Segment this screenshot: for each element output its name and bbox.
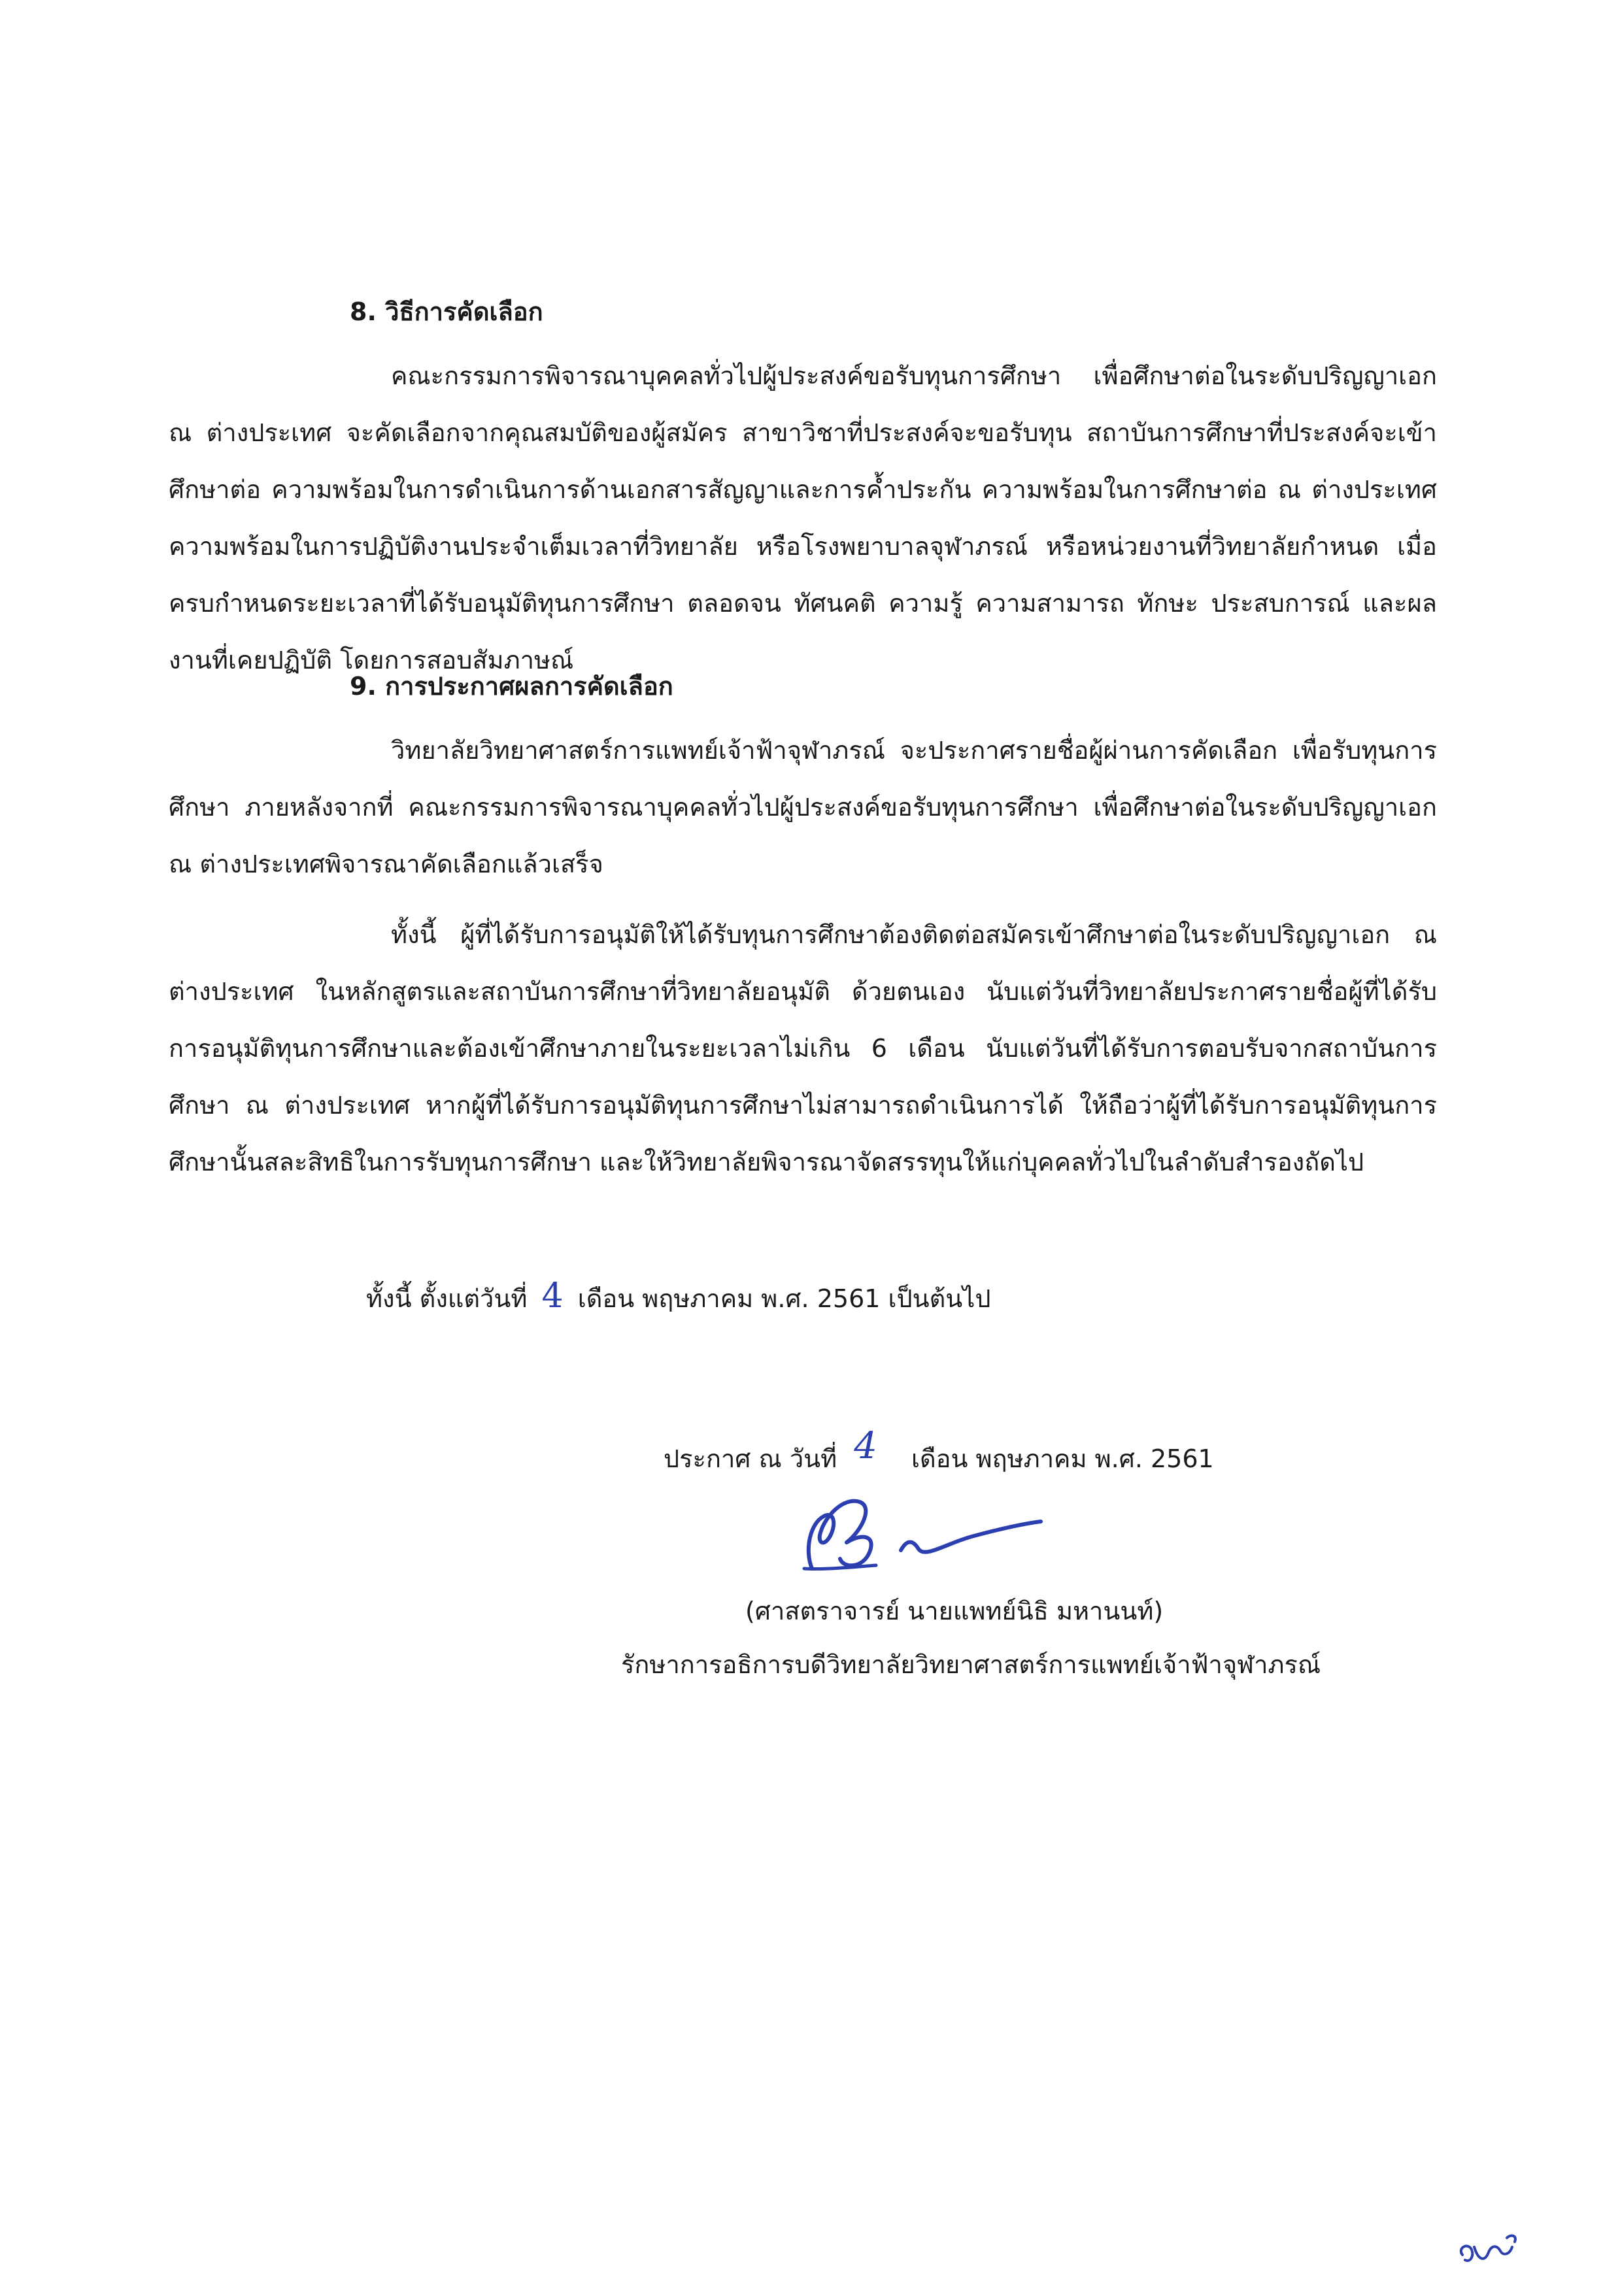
signer-name: (ศาสตราจารย์ นายแพทย์นิธิ มหานนท์) xyxy=(745,1597,1164,1625)
section-8-heading: 8. วิธีการคัดเลือก xyxy=(350,297,543,326)
initials-mark xyxy=(1455,2229,1527,2274)
announcement-date-line xyxy=(664,1425,1214,1475)
effective-date-prefix: ทั้งนี้ ตั้งแต่วันที่ xyxy=(366,1284,528,1313)
section-9-heading: 9. การประกาศผลการคัดเลือก xyxy=(350,672,673,701)
section-9-paragraph-1: วิทยาลัยวิทยาศาสตร์การแพทย์เจ้าฟ้าจุฬาภรณ์ จะประกาศรายชื่อผู้ผ่านการคัดเลือก เพื่อรับทุนการศึกษา ภายหลังจากที่ คณะกรรมการพิจารณาบุคคลทั่วไปผู้ประสงค์ขอรับทุนการศึกษา เพื่อศึกษาต่อในระดับปริญญาเอก ณ ต่างประเทศพิจารณาคัดเลือกแล้วเสร็จ xyxy=(169,736,1437,878)
announcement-date-suffix: เดือน พฤษภาคม พ.ศ. 2561 xyxy=(911,1444,1214,1473)
signature xyxy=(785,1471,1059,1582)
effective-date-line xyxy=(366,1276,991,1316)
effective-date-suffix: เดือน พฤษภาคม พ.ศ. 2561 เป็นต้นไป xyxy=(577,1284,991,1313)
section-8-body: คณะกรรมการพิจารณาบุคคลทั่วไปผู้ประสงค์ขอรับทุนการศึกษา เพื่อศึกษาต่อในระดับปริญญาเอก ณ ต่างประเทศ จะคัดเลือกจากคุณสมบัติของผู้สมัคร สาขาวิชาที่ประสงค์จะขอรับทุน สถาบันการศึกษาที่ประสงค์จะเข้าศึกษาต่อ ความพร้อมในการดำเนินการด้านเอกสารสัญญาและการค้ำประกัน ความพร้อมในการศึกษาต่อ ณ ต่างประเทศ ความพร้อมในการปฏิบัติงานประจำเต็มเวลาที่วิทยาลัย หรือโรงพยาบาลจุฬาภรณ์ หรือหน่วยงานที่วิทยาลัยกำหนด เมื่อครบกำหนดระยะเวลาที่ได้รับอนุมัติทุนการศึกษา ตลอดจน ทัศนคติ ความรู้ ความสามารถ ทักษะ ประสบการณ์ และผลงานที่เคยปฏิบัติ โดยการสอบสัมภาษณ์ xyxy=(169,361,1437,674)
section-9-paragraph-2: ทั้งนี้ ผู้ที่ได้รับการอนุมัติให้ได้รับทุนการศึกษาต้องติดต่อสมัครเข้าศึกษาต่อในระดับปริญญาเอก ณ ต่างประเทศ ในหลักสูตรและสถาบันการศึกษาที่วิทยาลัยอนุมัติ ด้วยตนเอง นับแต่วันที่วิทยาลัยประกาศรายชื่อผู้ที่ได้รับการอนุมัติทุนการศึกษาและต้องเข้าศึกษาภายในระยะเวลาไม่เกิน 6 เดือน นับแต่วันที่ได้รับการตอบรับจากสถาบันการศึกษา ณ ต่างประเทศ หากผู้ที่ได้รับการอนุมัติทุนการศึกษาไม่สามารถดำเนินการได้ ให้ถือว่าผู้ที่ได้รับการอนุมัติทุนการศึกษานั้นสละสิทธิในการรับทุนการศึกษา และให้วิทยาลัยพิจารณาจัดสรรทุนให้แก่บุคคลทั่วไปในลำดับสำรองถัดไป xyxy=(169,920,1437,1176)
effective-day-handwritten: 4 xyxy=(541,1276,564,1316)
signer-position: รักษาการอธิการบดีวิทยาลัยวิทยาศาสตร์การแพทย์เจ้าฟ้าจุฬาภรณ์ xyxy=(621,1650,1321,1679)
announcement-day-handwritten: 4 xyxy=(854,1425,877,1467)
announcement-date-prefix: ประกาศ ณ วันที่ xyxy=(664,1444,837,1473)
